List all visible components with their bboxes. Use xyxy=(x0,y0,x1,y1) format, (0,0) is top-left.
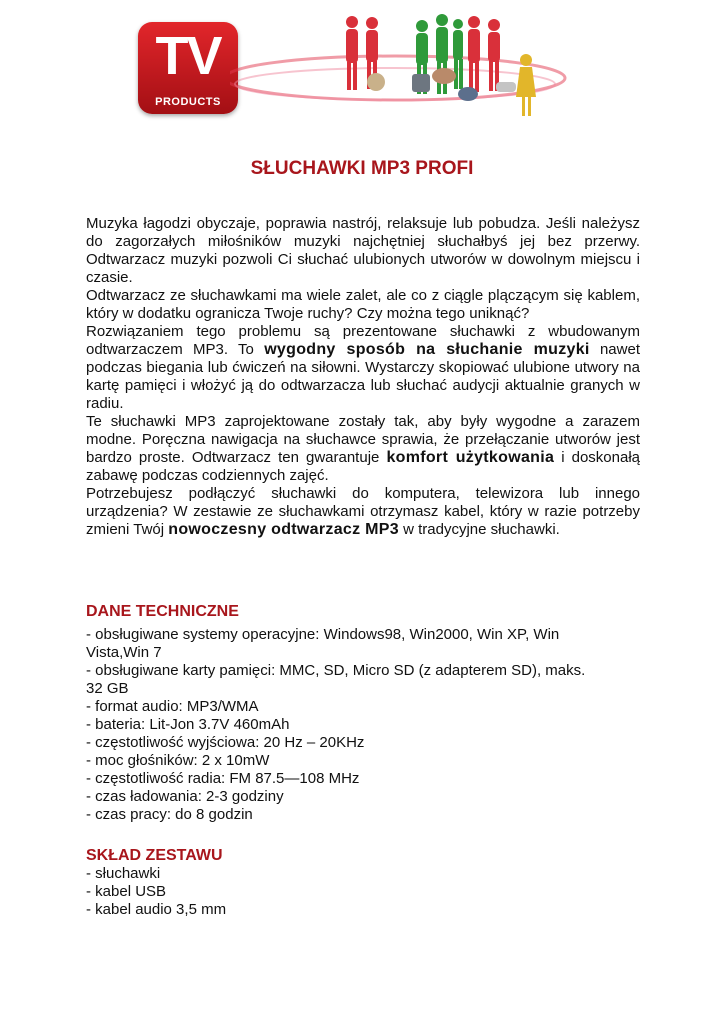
kit-item: - kabel USB xyxy=(86,883,167,900)
tv-products-logo xyxy=(138,22,238,114)
emphasis-modern-mp3-player: nowoczesny odtwarzacz MP3 xyxy=(168,521,399,538)
paragraph-5-text-b: w tradycyjne słuchawki. xyxy=(398,521,560,538)
spec-item: - obsługiwane systemy operacyjne: Windows98, Win2000, Win XP, Win Vista,Win 7 xyxy=(86,626,560,661)
logo-subtext: PRODUCTS xyxy=(155,96,221,108)
header-banner xyxy=(130,10,570,125)
description-paragraph-5 xyxy=(86,485,640,539)
spec-item: - częstotliwość radia: FM 87.5—108 MHz xyxy=(86,770,360,787)
description-paragraph-1: Muzyka łagodzi obyczaje, poprawia nastrój, relaksuje lub pobudza. Jeśli należysz do zagorzałych miłośników muzyki najchętniej słuchałbyś jej bez przerwy. Odtwarzacz muzyki pozwoli Ci słuchać ulubionych utworów w dowolnym miejscu i czasie. xyxy=(86,215,640,286)
description-paragraph-2: Odtwarzacz ze słuchawkami ma wiele zalet, ale co z ciągle plączącym się kablem, który w dodatku ogranicza Twoje ruchy? Czy można tego uniknąć? xyxy=(86,287,640,322)
paragraph-4-text-a: Te słuchawki MP3 zaprojektowane zostały tak, aby były wygodne a zarazem modne. Poręczna nawigacja na słuchawce sprawia, że przełączanie utworów jest bardzo proste. Odtwarzacz ten gwarantuje xyxy=(86,413,640,466)
description-paragraph-4 xyxy=(86,413,640,485)
spec-item: - czas ładowania: 2-3 godziny xyxy=(86,788,284,805)
spec-item: - format audio: MP3/WMA xyxy=(86,698,259,715)
spec-item: - czas pracy: do 8 godzin xyxy=(86,806,253,823)
product-description xyxy=(86,215,640,539)
spec-item: - moc głośników: 2 x 10mW xyxy=(86,752,270,769)
specs-heading: DANE TECHNICZNE xyxy=(86,603,239,620)
logo-text: TV xyxy=(155,26,221,86)
spec-item: - częstotliwość wyjściowa: 20 Hz – 20KHz xyxy=(86,734,365,751)
people-silhouettes-image xyxy=(230,10,570,125)
paragraph-3-text-a: Rozwiązaniem tego problemu są prezentowane słuchawki z wbudowanym odtwarzaczem MP3. To xyxy=(86,323,640,358)
kit-heading: SKŁAD ZESTAWU xyxy=(86,847,223,864)
paragraph-4-text-b: i doskonałą zabawę podczas codziennych zajęć. xyxy=(86,449,641,484)
kit-item: - słuchawki xyxy=(86,865,161,882)
specs-list xyxy=(86,626,606,824)
paragraph-5-text-a: Potrzebujesz podłączyć słuchawki do komputera, telewizora lub innego urządzenia? W zestawie ze słuchawkami otrzymasz kabel, który w razie potrzeby zmieni Twój xyxy=(86,485,640,538)
kit-item: - kabel audio 3,5 mm xyxy=(86,901,227,918)
spec-item: - obsługiwane karty pamięci: MMC, SD, Micro SD (z adapterem SD), maks. 32 GB xyxy=(86,662,586,697)
kit-list xyxy=(86,865,606,919)
description-paragraph-3 xyxy=(86,323,640,413)
banner-swoosh xyxy=(230,56,565,100)
emphasis-comfortable-listening: wygodny sposób na słuchanie muzyki xyxy=(264,341,590,358)
emphasis-comfort-of-use: komfort użytkowania xyxy=(386,449,555,466)
paragraph-3-text-b: nawet podczas biegania lub ćwiczeń na siłowni. Wystarczy skopiować ulubione utwory na kartę pamięci i włożyć ją do odtwarzacza lub słuchać audycji aktualnie granych w radiu. xyxy=(86,341,640,412)
page-title: SŁUCHAWKI MP3 PROFI xyxy=(250,158,474,179)
spec-item: - bateria: Lit-Jon 3.7V 460mAh xyxy=(86,716,290,733)
